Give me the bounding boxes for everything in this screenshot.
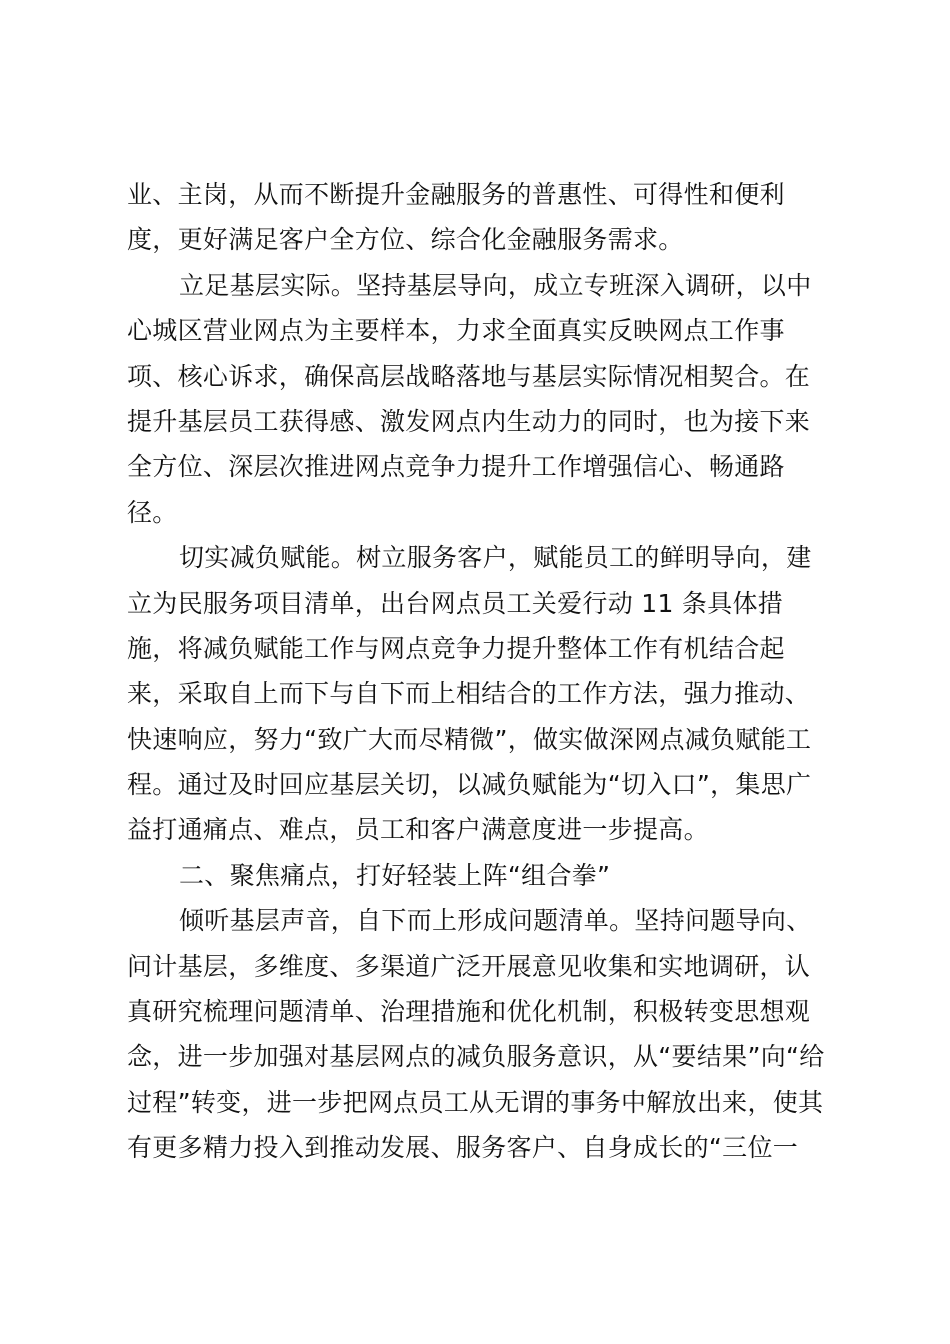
paragraph-start-line: 立足基层实际。坚持基层导向，成立专班深入调研，以中 [179,270,812,300]
text-line: 全方位、深层次推进网点竞争力提升工作增强信心、畅通路 [127,452,785,482]
text-line: 来，采取自上而下与自下而上相结合的工作方法，强力推动、 [127,679,811,709]
text-line: 业、主岗，从而不断提升金融服务的普惠性、可得性和便利 [127,180,785,209]
text-line: 程。通过及时回应基层关切，以减负赋能为“切入口”，集思广 [127,770,812,800]
text-line: 施，将减负赋能工作与网点竞争力提升整体工作有机结合起 [127,633,785,663]
text-line: 度，更好满足客户全方位、综合化金融服务需求。 [127,225,684,255]
text-line: 益打通痛点、难点，员工和客户满意度进一步提高。 [127,815,709,845]
text-line: 快速响应，努力“致广大而尽精微”，做实做深网点减负赋能工 [127,724,812,754]
text-line: 心城区营业网点为主要样本，力求全面真实反映网点工作事 [127,316,785,346]
section-heading: 二、聚焦痛点，打好轻装上阵“组合拳” [179,860,611,890]
text-line: 有更多精力投入到推动发展、服务客户、自身成长的“三位一 [127,1133,799,1163]
text-line: 径。 [127,497,178,527]
text-line: 念，进一步加强对基层网点的减负服务意识，从“要结果”向“给 [127,1042,825,1072]
text-line: 过程”转变，进一步把网点员工从无谓的事务中解放出来，使其 [127,1087,824,1117]
text-line: 项、核心诉求，确保高层战略落地与基层实际情况相契合。在 [127,361,811,391]
text-line: 真研究梳理问题清单、治理措施和优化机制，积极转变思想观 [127,997,811,1027]
paragraph-start-line: 倾听基层声音，自下而上形成问题清单。坚持问题导向、 [179,906,812,936]
text-line: 问计基层，多维度、多渠道广泛开展意见收集和实地调研，认 [127,951,811,981]
text-line: 提升基层员工获得感、激发网点内生动力的同时，也为接下来 [127,406,811,436]
text-line: 立为民服务项目清单，出台网点员工关爱行动 11 条具体措 [127,588,784,618]
document-body [127,172,837,1171]
paragraph-start-line: 切实减负赋能。树立服务客户，赋能员工的鲜明导向，建 [179,543,812,573]
